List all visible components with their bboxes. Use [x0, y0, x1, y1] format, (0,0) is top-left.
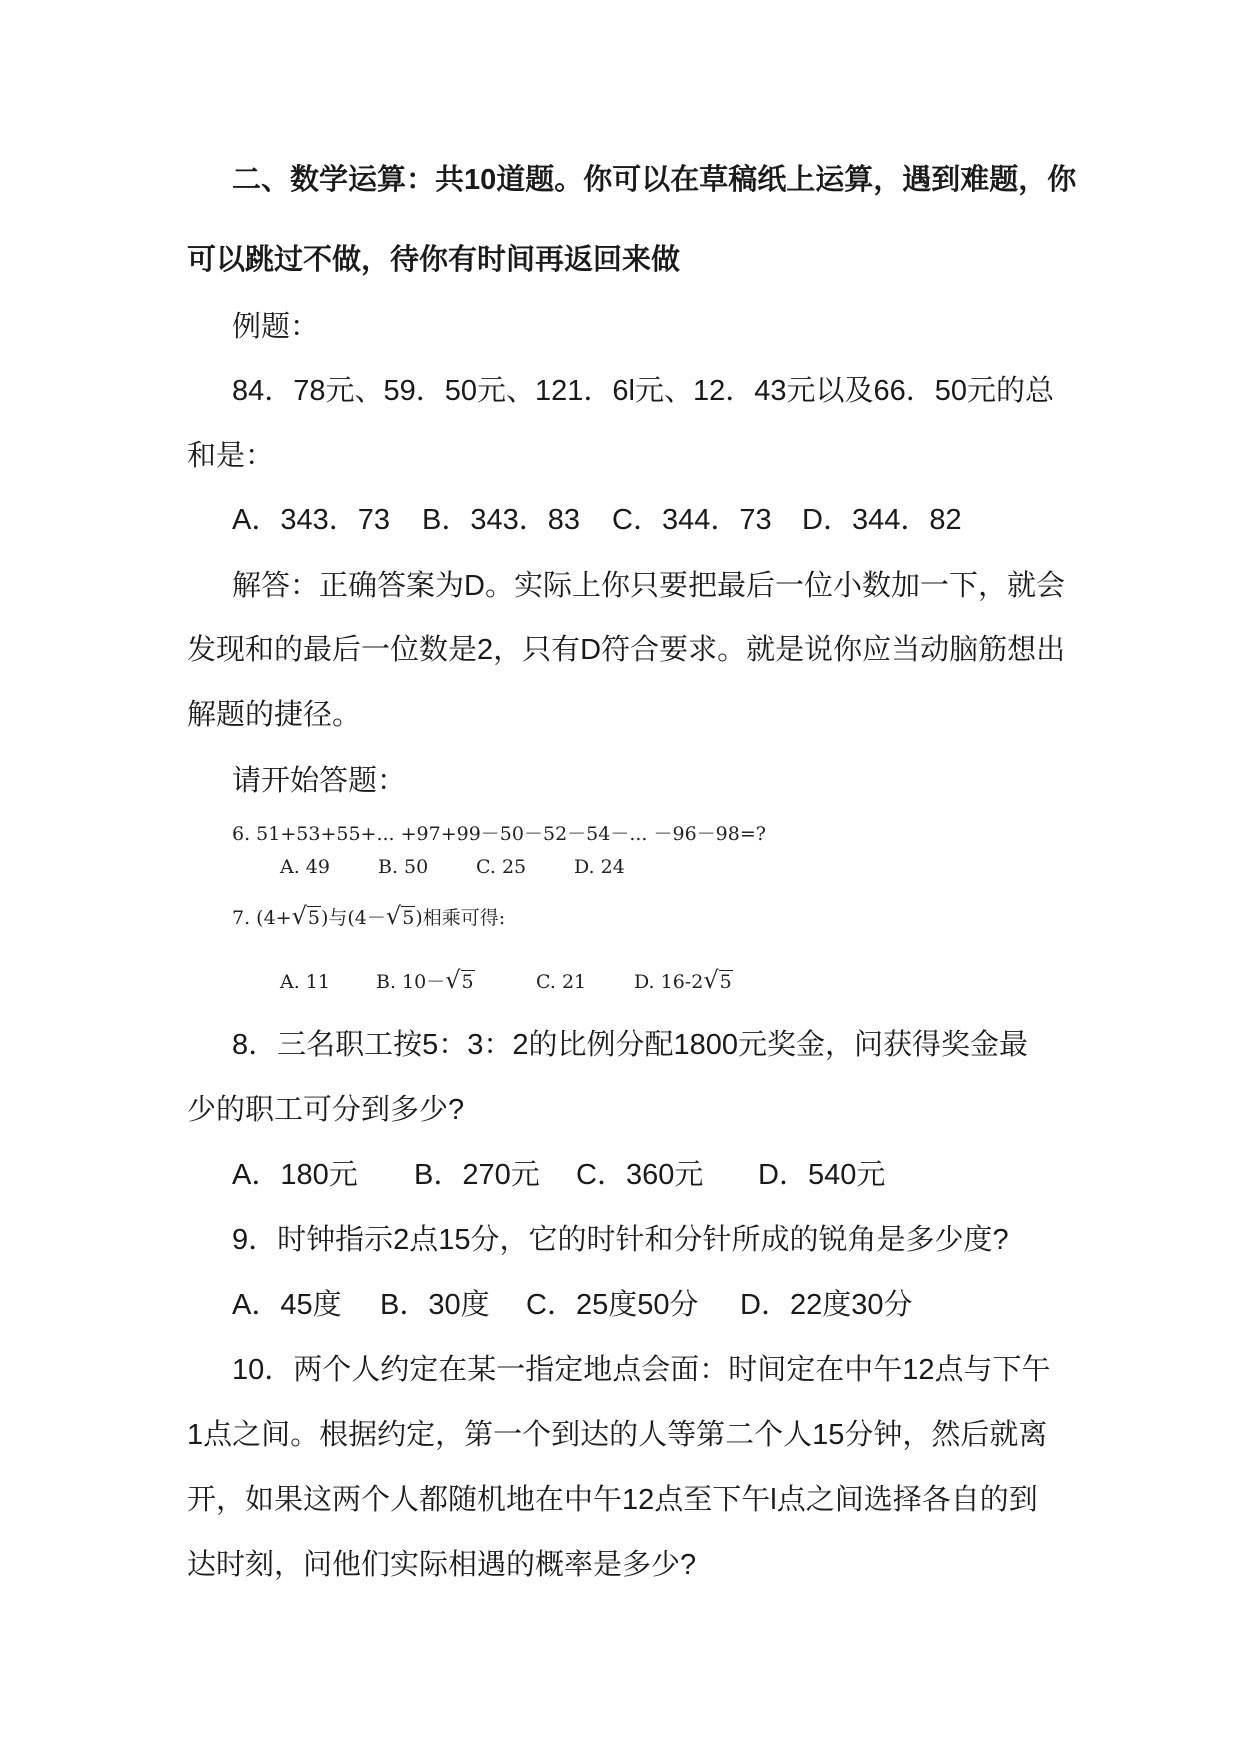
q7-suffix: )相乘可得: [415, 907, 506, 929]
sqrt-symbol: √5 [703, 966, 732, 994]
q10-line2: 1点之间。根据约定，第一个到达的人等第二个人15分钟，然后就离 [187, 1419, 1048, 1451]
q9-option-d: D．22度30分 [740, 1289, 913, 1321]
example-question-line1: 84．78元、59．50元、121．6l元、12．43元以及66．50元的总 [232, 375, 1055, 407]
example-answer-line3: 解题的捷径。 [187, 699, 362, 731]
q6-option-d: D. 24 [574, 856, 625, 878]
example-option-b: B．343．83 [422, 504, 580, 536]
example-options [232, 500, 962, 540]
q9-question: 9．时钟指示2点15分，它的时针和分针所成的锐角是多少度? [232, 1224, 1009, 1256]
q6-option-c: C. 25 [476, 856, 527, 878]
q10-line4: 达时刻，问他们实际相遇的概率是多少? [187, 1549, 697, 1581]
start-answering-label: 请开始答题： [232, 765, 407, 797]
example-option-d: D．344．82 [802, 504, 962, 536]
q10-line3: 开，如果这两个人都随机地在中午12点至下午l点之间选择各自的到 [187, 1484, 1038, 1516]
q9-options [232, 1285, 912, 1325]
q7-option-d: D. 16-2√5 [634, 966, 732, 994]
sqrt-symbol: √5 [445, 966, 474, 994]
sqrt-symbol: √5 [291, 902, 320, 930]
q8-option-c: C．360元 [576, 1159, 704, 1191]
sqrt-symbol: √5 [385, 902, 415, 930]
q9-option-c: C．25度50分 [526, 1289, 699, 1321]
section-heading-line1: 二、数学运算：共10道题。你可以在草稿纸上运算，遇到难题，你 [232, 164, 1077, 196]
example-option-c: C．344．73 [612, 504, 772, 536]
example-answer-line2: 发现和的最后一位数是2，只有D符合要求。就是说你应当动脑筋想出 [187, 634, 1066, 666]
q8-option-b: B．270元 [414, 1159, 540, 1191]
q7-option-c: C. 21 [536, 971, 587, 993]
q9-option-b: B．30度 [380, 1289, 490, 1321]
q8-line1: 8．三名职工按5：3：2的比例分配1800元奖金，问获得奖金最 [232, 1029, 1029, 1061]
q10-line1: 10．两个人约定在某一指定地点会面：时间定在中午12点与下午 [232, 1354, 1051, 1386]
q7-options [280, 967, 733, 995]
q6-options [280, 854, 625, 880]
q7-option-b: B. 10－√5 [376, 966, 474, 994]
example-label: 例题： [232, 311, 320, 343]
q9-option-a: A．45度 [232, 1289, 342, 1321]
q6-option-b: B. 50 [378, 856, 429, 878]
q6-question: 6. 51+53+55+... +97+99－50－52－54－... －96－98=? [232, 823, 766, 845]
q7-option-a: A. 11 [280, 971, 330, 993]
section-heading-line2: 可以跳过不做，待你有时间再返回来做 [187, 244, 681, 276]
example-answer-line1: 解答：正确答案为D。实际上你只要把最后一位小数加一下，就会 [232, 570, 1065, 602]
q8-option-d: D．540元 [758, 1159, 886, 1191]
example-option-a: A．343．73 [232, 504, 390, 536]
q7-prefix: 7. (4+ [232, 907, 292, 929]
q7-question [232, 903, 505, 931]
q6-option-a: A. 49 [280, 856, 330, 878]
q8-options [232, 1155, 885, 1195]
q7-mid: )与(4－ [320, 907, 386, 929]
q8-option-a: A．180元 [232, 1159, 358, 1191]
q8-line2: 少的职工可分到多少? [187, 1094, 465, 1126]
example-question-line2: 和是： [187, 440, 275, 472]
